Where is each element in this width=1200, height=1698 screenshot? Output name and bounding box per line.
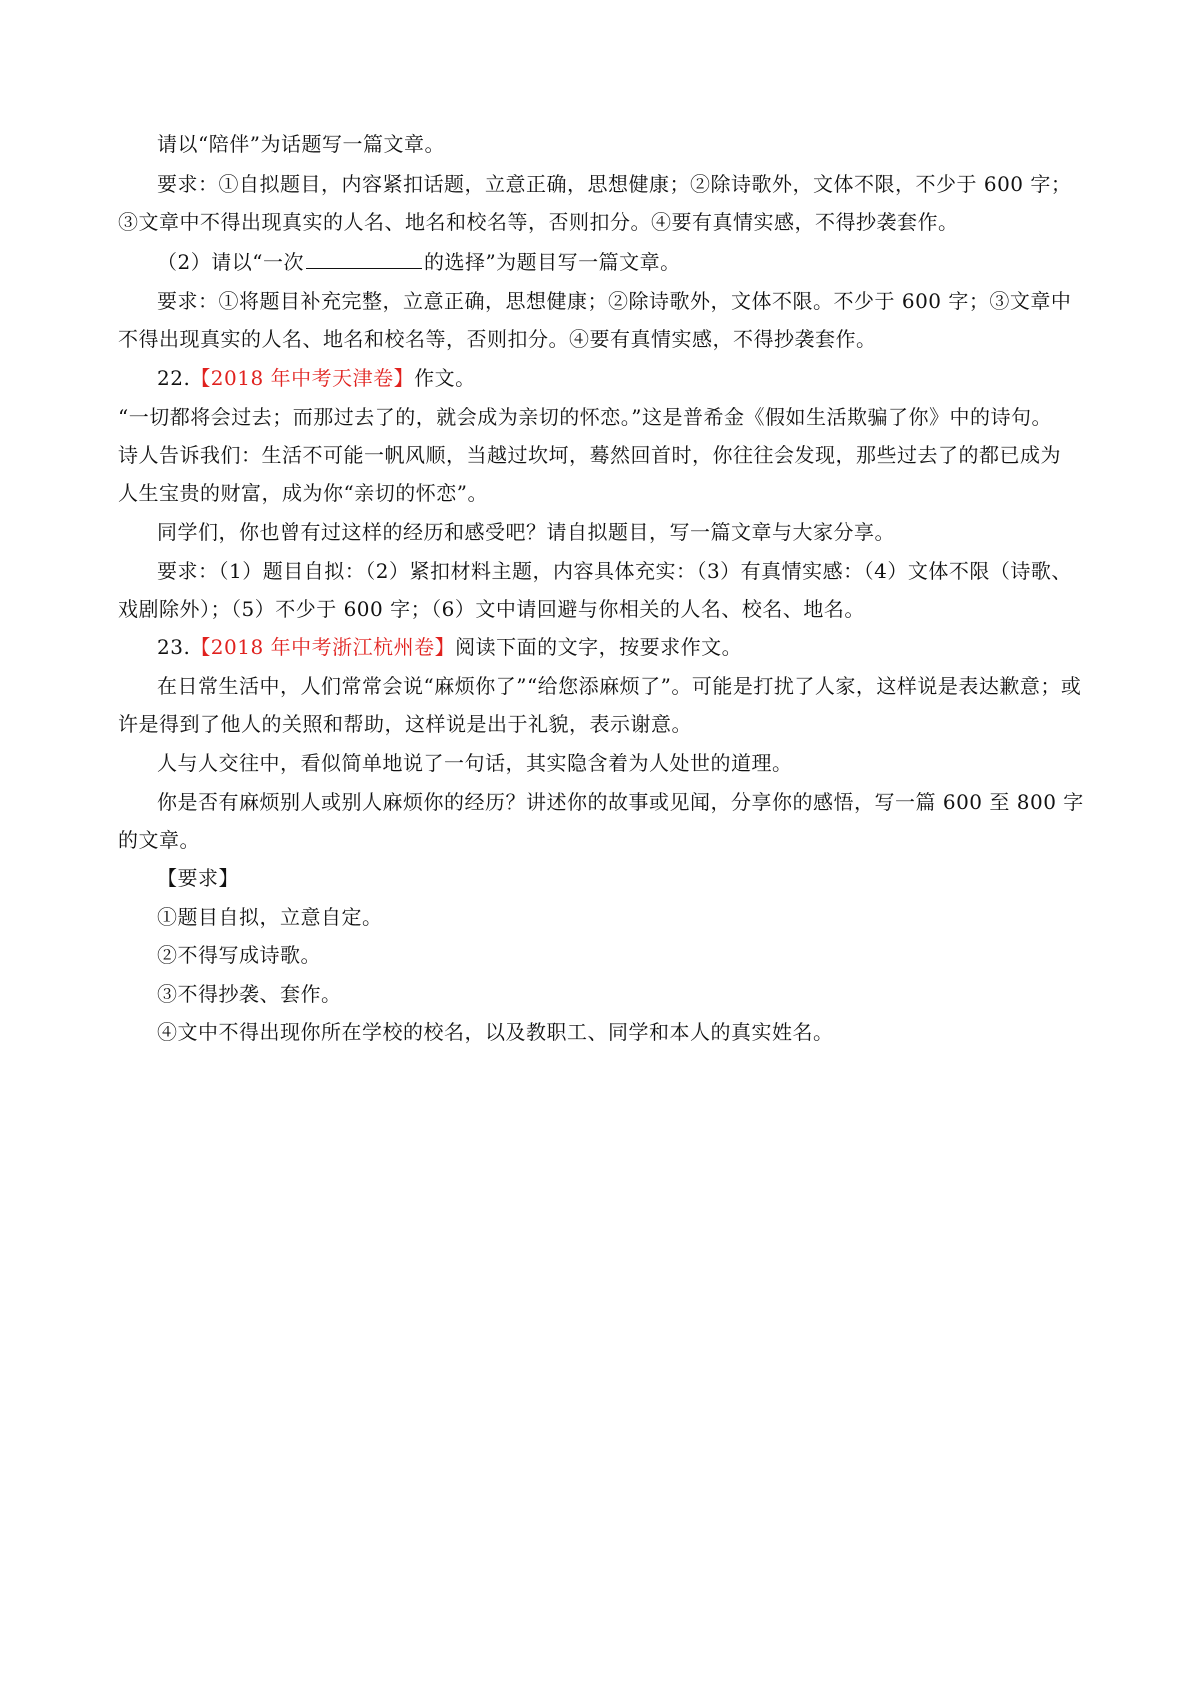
- q22-heading: [157, 364, 476, 392]
- q23-prompt-line1: 你是否有麻烦别人或别人麻烦你的经历？讲述你的故事或见闻，分享你的感悟，写一篇 600 至 800 字: [157, 790, 1084, 814]
- q23-requirement-item: ③不得抄袭、套作。: [157, 982, 342, 1006]
- q22-prompt: 同学们，你也曾有过这样的经历和感受吧？请自拟题目，写一篇文章与大家分享。: [157, 520, 895, 544]
- q23-requirements-heading: 【要求】: [157, 866, 239, 890]
- q22-number: 22.: [157, 366, 191, 390]
- q21-topic-prompt: 请以“陪伴”为话题写一篇文章。: [157, 132, 445, 156]
- q21-requirements-line2: ③文章中不得出现真实的人名、地名和校名等，否则扣分。④要有真情实感，不得抄袭套作。: [118, 210, 959, 234]
- q21-requirements-line1: 要求：①自拟题目，内容紧扣话题，立意正确，思想健康；②除诗歌外，文体不限，不少于 600 字；: [157, 172, 1072, 196]
- q21-part2-requirements-line2: 不得出现真实的人名、地名和校名等，否则扣分。④要有真情实感，不得抄袭套作。: [118, 327, 877, 351]
- q22-requirements-line2: 戏剧除外）；（5）不少于 600 字；（6）文中请回避与你相关的人名、校名、地名。: [118, 597, 865, 621]
- q22-source: 【2018 年中考天津卷】: [190, 366, 415, 390]
- q23-material-line1: 在日常生活中，人们常常会说“麻烦你了”“给您添麻烦了”。可能是打扰了人家，这样说是表达歉意；或: [157, 674, 1082, 698]
- q23-heading: [157, 633, 742, 661]
- q23-source: 【2018 年中考浙江杭州卷】: [190, 635, 456, 659]
- q21-part2-prompt: [157, 248, 681, 276]
- q23-requirement-item: ②不得写成诗歌。: [157, 943, 321, 967]
- q22-material-line1: “一切都将会过去；而那过去了的，就会成为亲切的怀恋。”这是普希金《假如生活欺骗了你》中的诗句。: [118, 405, 1052, 429]
- q22-task: 作文。: [414, 366, 476, 390]
- q23-prompt-line2: 的文章。: [118, 828, 200, 852]
- q21-part2-requirements-line1: 要求：①将题目补充完整，立意正确，思想健康；②除诗歌外，文体不限。不少于 600 字；③文章中: [157, 289, 1072, 313]
- q23-number: 23.: [157, 635, 191, 659]
- q22-material-line3: 人生宝贵的财富，成为你“亲切的怀恋”。: [118, 481, 488, 505]
- q22-material-line2: 诗人告诉我们：生活不可能一帆风顺，当越过坎坷，蓦然回首时，你往往会发现，那些过去了的都已成为: [118, 443, 1061, 467]
- q21-part2-suffix: 的选择”为题目写一篇文章。: [423, 250, 681, 274]
- fill-in-blank: [306, 248, 422, 269]
- q23-material-line2: 许是得到了他人的关照和帮助，这样说是出于礼貌，表示谢意。: [118, 712, 692, 736]
- q23-material-para2: 人与人交往中，看似简单地说了一句话，其实隐含着为人处世的道理。: [157, 751, 793, 775]
- q23-requirement-item: ④文中不得出现你所在学校的校名，以及教职工、同学和本人的真实姓名。: [157, 1020, 834, 1044]
- q21-part2-prefix: （2）请以“一次: [157, 250, 304, 274]
- q22-requirements-line1: 要求：（1）题目自拟：（2）紧扣材料主题，内容具体充实：（3）有真情实感：（4）文体不限（诗歌、: [157, 559, 1072, 583]
- q23-task: 阅读下面的文字，按要求作文。: [455, 635, 743, 659]
- q23-requirement-item: ①题目自拟，立意自定。: [157, 905, 383, 929]
